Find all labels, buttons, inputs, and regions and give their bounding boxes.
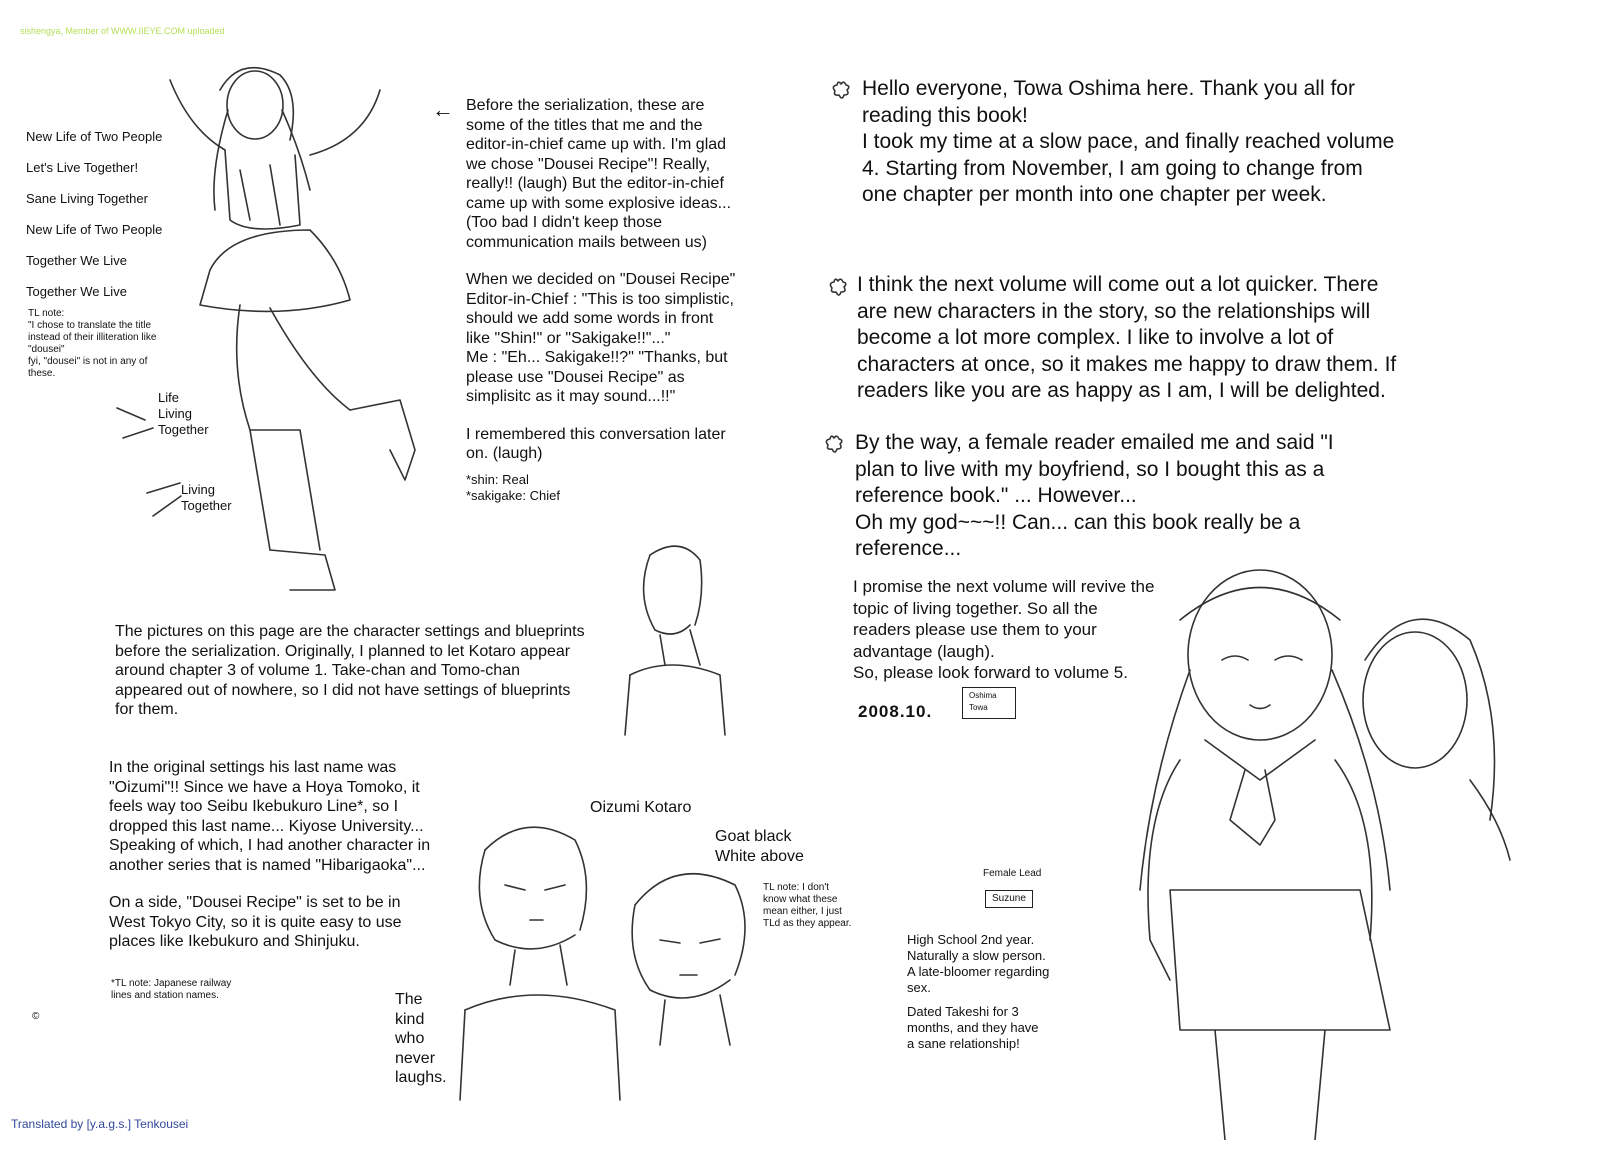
text-line: around chapter 3 of volume 1. Take-chan and Tomo-chan [115, 662, 520, 679]
text-line: editor-in-chief came up with. I'm glad [466, 136, 727, 153]
text-line: some of the titles that me and the [466, 116, 703, 134]
text-line: By the way, a female reader emailed me and said "I [855, 431, 1334, 454]
title-option: Sane Living Together [26, 191, 148, 206]
text-line: Hello everyone, Towa Oshima here. Thank you all for [862, 77, 1355, 100]
kotaro-para-2 [109, 893, 459, 952]
text-line: "Oizumi"!! Since we have a Hoya Tomoko, it [109, 778, 420, 796]
label-line: Together [158, 422, 209, 437]
tl-note-line: instead of their illiteration like [28, 332, 157, 343]
text-line: dropped this last name... Kiyose University... [109, 817, 424, 835]
female-lead-desc-1 [907, 932, 1087, 996]
text-line: Me : "Eh... Sakigake!!?" "Thanks, but [466, 349, 728, 366]
text-line: like "Shin!" or "Sakigake!!"..." [466, 329, 671, 347]
text-line: before the serialization. Originally, I planned to let Kotaro appear [115, 642, 571, 660]
kotaro-sketch-side [615, 855, 765, 1055]
text-line: please use "Dousei Recipe" as [466, 368, 685, 386]
text-line: topic of living together. So all the [853, 598, 1098, 618]
title-option: Together We Live [26, 284, 127, 299]
goat-tl-note [763, 882, 851, 930]
translator-credit: Translated by [y.a.g.s.] Tenkousei [11, 1117, 189, 1131]
text-line: become a lot more complex. I like to involve a lot of [857, 326, 1334, 349]
text-line: readers please use them to your [853, 620, 1097, 639]
kind-who-never-laughs-label [395, 990, 447, 1088]
character-name-box: Suzune [985, 890, 1033, 908]
serialization-para-3 [466, 425, 786, 464]
text-line: places like Ikebukuro and Shinjuku. [109, 933, 360, 950]
label-living-together [181, 482, 232, 514]
text-line: feels way too Seibu Ikebukuro Line*, so I [109, 798, 399, 815]
signature-name-box [962, 687, 1016, 719]
footnote-line: *sakigake: Chief [466, 487, 560, 503]
tl-note-line: "I chose to translate the title [28, 320, 152, 331]
text-line: Before the serialization, these are [466, 97, 705, 114]
signature-date: 2008.10. [858, 702, 933, 721]
text-line: appeared out of nowhere, so I did not have settings of blueprints [115, 681, 571, 699]
tl-note-line: TLd as they appear. [763, 918, 852, 929]
female-lead-label: Female Lead [983, 868, 1042, 879]
profile-sketch [620, 535, 730, 745]
label-line: Living [181, 482, 215, 497]
railway-tl-note [111, 978, 231, 1002]
text-line: reference book." ... However... [855, 484, 1137, 507]
afterword-para-3 [855, 430, 1475, 563]
text-line: a sane relationship! [907, 1036, 1020, 1051]
copyright-mark: © [32, 1011, 40, 1022]
title-option: Together We Live [26, 253, 127, 268]
tl-note-line: TL note: [28, 308, 65, 319]
afterword-para-2 [857, 272, 1577, 405]
text-line: West Tokyo City, so it is quite easy to use [109, 913, 402, 931]
pointer-line [115, 400, 165, 440]
text-line: In the original settings his last name was [109, 759, 397, 776]
kotaro-name-label: Oizumi Kotaro [590, 799, 692, 816]
text-line: reading this book! [862, 103, 1028, 127]
title-option: New Life of Two People [26, 129, 163, 144]
text-line: A late-bloomer regarding [907, 964, 1050, 979]
serialization-para-1 [466, 96, 786, 252]
tl-note-line: "dousei" [28, 344, 65, 355]
text-line: characters at once, so it makes me happy to draw them. If [857, 352, 1397, 376]
text-line: Dated Takeshi for 3 [907, 1004, 1019, 1019]
text-line: advantage (laugh). [853, 641, 995, 661]
title-option: Let's Live Together! [26, 160, 139, 175]
text-line: for them. [115, 701, 179, 718]
text-line: kind [395, 1010, 425, 1028]
text-line: communication mails between us) [466, 233, 707, 251]
female-lead-description [907, 932, 1087, 1052]
label-line: Living [158, 406, 192, 421]
text-line: laughs. [395, 1069, 447, 1086]
label-life-living-together [158, 390, 209, 438]
text-line: we chose "Dousei Recipe"! Really, [466, 155, 711, 173]
text-line: The [395, 991, 423, 1008]
text-line: came up with some explosive ideas... [466, 194, 732, 212]
text-line: High School 2nd year. [907, 932, 1035, 947]
text-line: Goat black [715, 828, 792, 845]
text-line: Naturally a slow person. [907, 948, 1046, 963]
flower-icon [823, 434, 845, 456]
text-line: one chapter per month into one chapter per week. [862, 183, 1327, 206]
flower-icon [827, 277, 849, 299]
text-line: plan to live with my boyfriend, so I bought this as a [855, 457, 1325, 481]
text-line: readers like you are as happy as I am, I will be delighted. [857, 379, 1386, 402]
text-line: I promise the next volume will revive the [853, 577, 1155, 596]
text-line: White above [715, 847, 804, 865]
tl-note-line: know what these [763, 894, 838, 905]
text-line: another series that is named "Hibarigaoka"... [109, 856, 426, 874]
kotaro-sketch-front [455, 810, 625, 1110]
text-line: I think the next volume will come out a lot quicker. There [857, 273, 1379, 296]
kotaro-note [109, 758, 459, 952]
serialization-footnotes [466, 472, 786, 504]
text-line: Speaking of which, I had another character in [109, 837, 431, 854]
text-line: who [395, 1030, 425, 1047]
text-line: Oh my god~~~!! Can... can this book really be a [855, 510, 1301, 534]
text-line: Towa [969, 703, 988, 712]
serialization-note [466, 96, 786, 504]
label-line: Life [158, 390, 179, 405]
text-line: are new characters in the story, so the relationships will [857, 299, 1371, 323]
character-settings-note [115, 622, 615, 720]
text-line: I took my time at a slow pace, and finally reached volume [862, 130, 1395, 153]
text-line: really!! (laugh) But the editor-in-chief [466, 175, 724, 192]
text-line: reference... [855, 537, 962, 560]
tl-note-line: mean either, I just [763, 906, 842, 917]
text-line: 4. Starting from November, I am going to change from [862, 156, 1363, 180]
text-line: Editor-in-Chief : "This is too simplistic, [466, 290, 734, 308]
afterword-para-1 [862, 76, 1562, 209]
tl-note-line: TL note: I don't [763, 882, 830, 893]
text-line: When we decided on "Dousei Recipe" [466, 271, 736, 288]
left-arrow-icon: ← [432, 97, 454, 122]
text-line: months, and they have [907, 1020, 1039, 1035]
female-lead-desc-2 [907, 1004, 1087, 1052]
text-line: I remembered this conversation later [466, 425, 726, 443]
serialization-para-2 [466, 270, 786, 407]
footnote-line: *shin: Real [466, 471, 529, 487]
text-line: On a side, "Dousei Recipe" is set to be in [109, 894, 401, 911]
pointer-line [145, 478, 185, 518]
tl-note-line: *TL note: Japanese railway [111, 978, 232, 989]
watermark: sishengya, Member of WWW.IIEYE.COM uploaded [20, 26, 225, 36]
flower-icon [830, 80, 852, 102]
text-line: on. (laugh) [466, 445, 543, 462]
text-line: So, please look forward to volume 5. [853, 663, 1128, 682]
tl-note-line: these. [28, 368, 56, 379]
text-line: The pictures on this page are the character settings and blueprints [115, 623, 585, 640]
text-line: sex. [907, 980, 931, 995]
title-option: New Life of Two People [26, 222, 163, 237]
text-line: never [395, 1049, 436, 1067]
text-line: (Too bad I didn't keep those [466, 214, 663, 231]
tl-note-line: fyi, "dousei" is not in any of [28, 356, 148, 367]
label-line: Together [181, 498, 232, 513]
tl-note-line: lines and station names. [111, 990, 219, 1001]
text-line: simplisitc as it may sound...!!" [466, 388, 676, 405]
text-line: Oshima [969, 691, 997, 700]
female-lead-sketch [1110, 560, 1520, 1140]
text-line: should we add some words in front [466, 310, 714, 327]
kotaro-para-1 [109, 758, 459, 875]
